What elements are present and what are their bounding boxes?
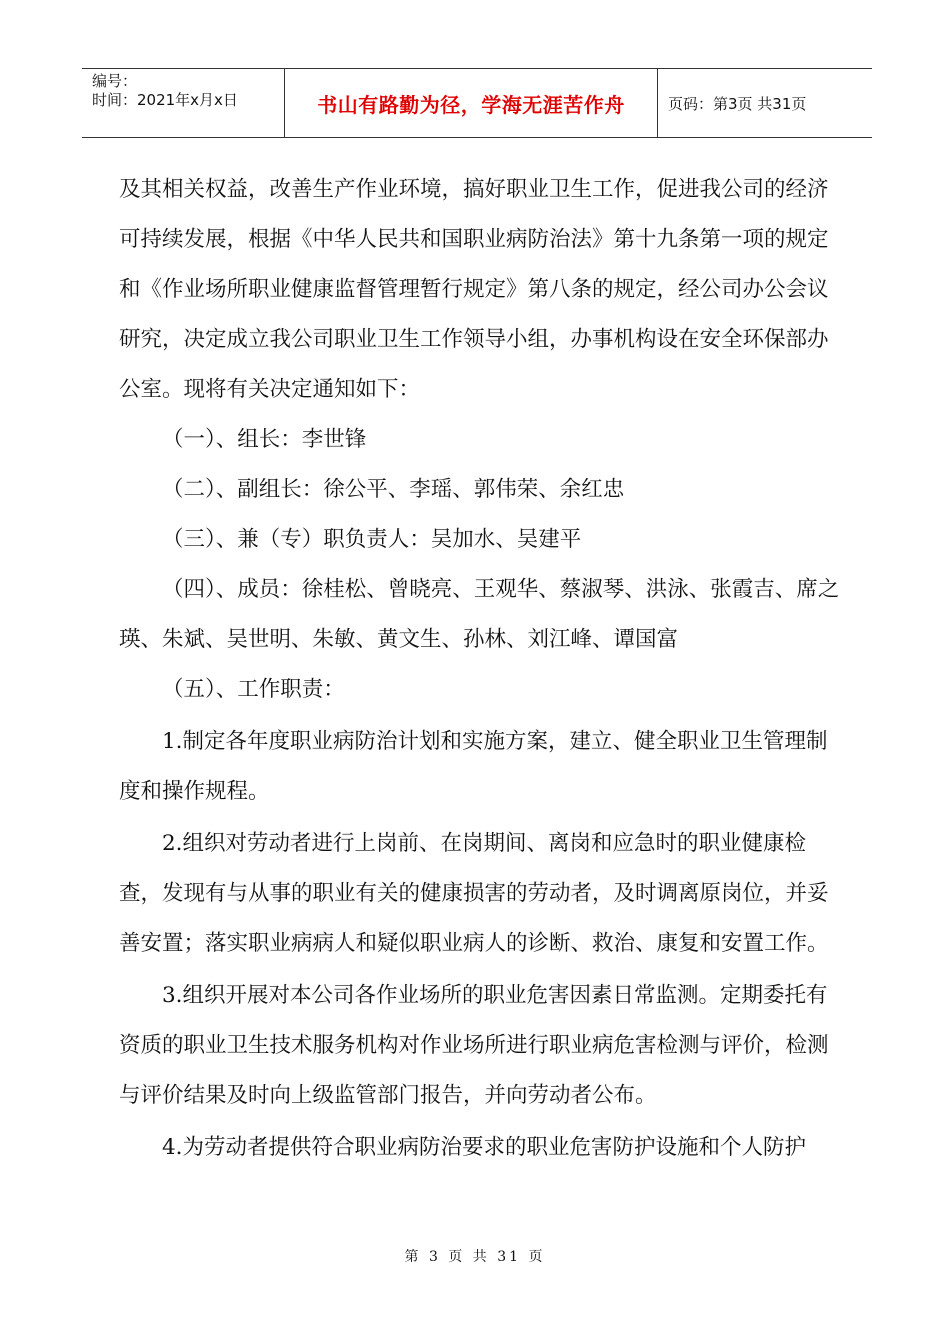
- item-leader: （一）、组长：李世锋: [162, 427, 367, 452]
- item-responsible-persons: （三）、兼（专）职负责人：吴加水、吴建平: [162, 527, 582, 552]
- intro-paragraph: 及其相关权益，改善生产作业环境，搞好职业卫生工作，促进我公司的经济可持续发展，根据《中华人民共和国职业病防治法》第十九条第一项的规定和《作业场所职业健康监督管理暂行规定》第八条的规定，经公司办公会议研究，决定成立我公司职业卫生工作领导小组，办事机构设在安全环保部办公室。现将有关决定通知如下：: [119, 177, 829, 402]
- header-meta: [82, 69, 285, 137]
- page-footer: 第 3 页 共 31 页: [404, 1249, 546, 1265]
- item-duties-heading: （五）、工作职责：: [162, 677, 345, 702]
- item-members: （四）、成员：徐桂松、曾晓亮、王观华、蔡淑琴、洪泳、张霞吉、席之瑛、朱斌、吴世明、朱敏、黄文生、孙林、刘江峰、谭国富: [119, 577, 840, 652]
- duty-1: 1.制定各年度职业病防治计划和实施方案，建立、健全职业卫生管理制度和操作规程。: [119, 729, 828, 804]
- document-body: [119, 165, 841, 1173]
- header-page-info: 页码：第3页 共31页: [668, 94, 807, 113]
- page-header: [82, 68, 872, 138]
- time-label: 时间：2021年x月x日: [92, 91, 238, 109]
- duty-3: 3.组织开展对本公司各作业场所的职业危害因素日常监测。定期委托有资质的职业卫生技术服务机构对作业场所进行职业病危害检测与评价，检测与评价结果及时向上级监管部门报告，并向劳动者公布。: [119, 983, 829, 1108]
- duty-2: 2.组织对劳动者进行上岗前、在岗期间、离岗和应急时的职业健康检查，发现有与从事的职业有关的健康损害的劳动者，及时调离原岗位，并妥善安置；落实职业病病人和疑似职业病人的诊断、救治、康复和安置工作。: [119, 831, 829, 956]
- item-deputy-leaders: （二）、副组长：徐公平、李瑶、郭伟荣、余红忠: [162, 477, 625, 502]
- header-motto: 书山有路勤为径，学海无涯苦作舟: [285, 69, 658, 137]
- serial-label: 编号：: [92, 72, 138, 90]
- duty-4: 4.为劳动者提供符合职业病防治要求的职业危害防护设施和个人防护: [162, 1135, 807, 1160]
